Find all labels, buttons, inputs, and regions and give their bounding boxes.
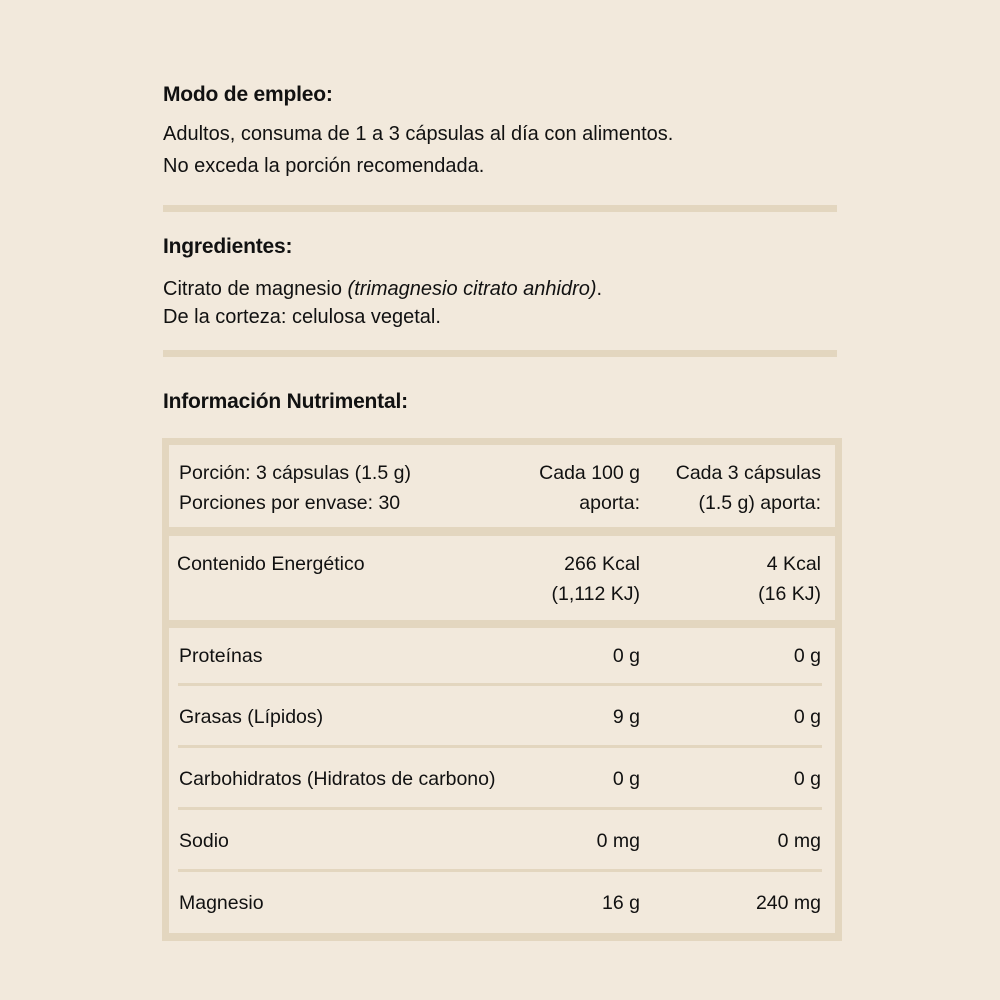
row-label: Proteínas [179, 645, 263, 667]
row-per100: 16 g [602, 892, 640, 914]
nutrition-energy-block [169, 536, 835, 620]
header-col1-line2: aporta: [579, 492, 640, 514]
row-per100: 0 mg [596, 830, 640, 852]
header-servings: Porciones por envase: 30 [179, 492, 401, 514]
row-label: Grasas (Lípidos) [179, 706, 324, 728]
row-per100: 0 g [612, 645, 640, 667]
row-per-serving: 0 g [793, 706, 821, 728]
row-per-serving: 240 mg [755, 892, 821, 914]
usage-title: Modo de empleo: [163, 83, 333, 106]
row-separator [178, 869, 822, 872]
row-separator [178, 745, 822, 748]
energy-col1-line2: (1,112 KJ) [551, 583, 640, 605]
usage-line-2: No exceda la porción recomendada. [163, 155, 485, 177]
energy-label: Contenido Energético [177, 553, 365, 575]
ingredients-line-2: De la corteza: celulosa vegetal. [163, 306, 441, 328]
energy-col2-line1: 4 Kcal [766, 553, 821, 575]
row-label: Magnesio [179, 892, 264, 914]
row-separator [178, 807, 822, 810]
ingredients-line-1-prefix: Citrato de magnesio [163, 278, 348, 300]
ingredients-line-1-suffix: . [596, 278, 603, 300]
energy-col1-line1: 266 Kcal [564, 553, 640, 575]
row-label: Sodio [179, 830, 229, 852]
energy-col2-line2: (16 KJ) [758, 583, 821, 605]
ingredients-line-1 [163, 278, 602, 301]
divider-1 [163, 205, 837, 212]
row-separator [178, 683, 822, 686]
header-portion: Porción: 3 cápsulas (1.5 g) [179, 462, 411, 484]
divider-2 [163, 350, 837, 357]
header-col1-line1: Cada 100 g [539, 462, 640, 484]
header-col2-line1: Cada 3 cápsulas [675, 462, 821, 484]
row-per-serving: 0 mg [777, 830, 821, 852]
usage-line-1: Adultos, consuma de 1 a 3 cápsulas al día con alimentos. [163, 123, 674, 145]
row-per100: 9 g [612, 706, 640, 728]
row-label: Carbohidratos (Hidratos de carbono) [179, 768, 496, 790]
row-per-serving: 0 g [793, 768, 821, 790]
ingredients-title: Ingredientes: [163, 235, 293, 258]
nutrition-title: Información Nutrimental: [163, 390, 408, 413]
ingredients-line-1-italic: (trimagnesio citrato anhidro) [347, 278, 597, 300]
row-per-serving: 0 g [793, 645, 821, 667]
row-per100: 0 g [612, 768, 640, 790]
header-col2-line2: (1.5 g) aporta: [698, 492, 821, 514]
